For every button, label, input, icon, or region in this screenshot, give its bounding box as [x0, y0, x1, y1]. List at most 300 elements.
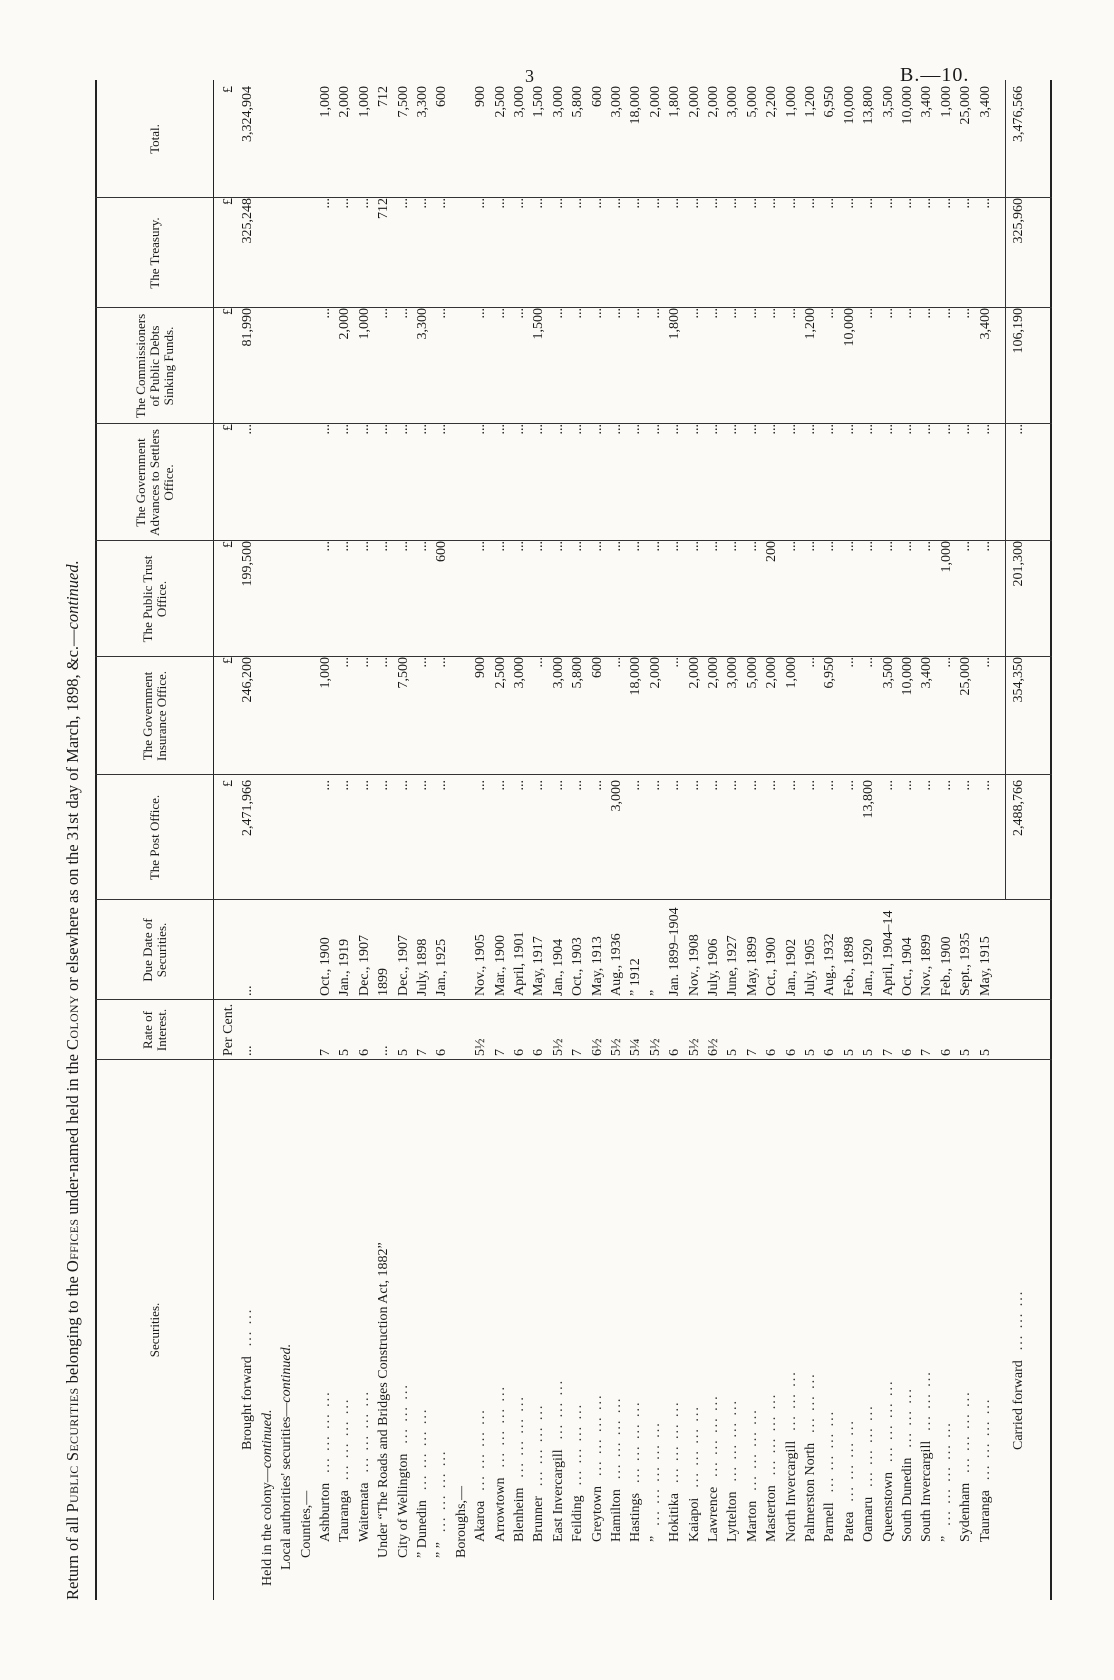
cell-public-trust: ... — [803, 541, 818, 552]
cell-government-insurance: 2,500 — [492, 657, 508, 689]
cell-sinking-funds: ... — [609, 308, 624, 319]
cell-rate: ... — [376, 1045, 392, 1056]
table-row — [628, 80, 643, 1600]
cell-government-insurance: 2,000 — [764, 657, 780, 689]
table-row — [221, 80, 236, 1600]
cell-treasury: ... — [706, 198, 721, 209]
cell-due-date: Oct., 1904 — [900, 937, 915, 996]
cell-total: 1,000 — [356, 86, 372, 118]
cell-due-date: Aug., 1932 — [822, 933, 838, 996]
cell-sinking-funds: 1,800 — [667, 308, 683, 340]
table-row — [687, 80, 702, 1600]
cell-government-insurance: 3,400 — [919, 657, 935, 689]
security-name: Marton — [744, 1500, 760, 1542]
table-row — [900, 80, 915, 1600]
cell-government-insurance: ... — [977, 657, 993, 668]
leader-dots: ... ... ... ... ... — [647, 1421, 663, 1526]
leader-dots: ... ... ... — [550, 1378, 566, 1440]
cell-government-insurance: 18,000 — [628, 657, 644, 696]
cell-total: 1,800 — [667, 86, 683, 118]
cell-government-insurance: ... — [861, 657, 877, 668]
cell-public-trust: ... — [744, 541, 760, 552]
header-rule — [213, 80, 214, 1600]
cell-security — [803, 1007, 818, 1600]
cell-public-trust: ... — [861, 541, 877, 552]
cell-total: 3,000 — [725, 86, 741, 118]
cell-sinking-funds: 1,000 — [356, 308, 372, 340]
cell-sinking-funds: ... — [900, 308, 915, 319]
cell-sinking-funds: £ — [221, 308, 236, 315]
cell-treasury: ... — [783, 198, 799, 209]
cell-total: 3,400 — [919, 86, 935, 118]
cell-total: 13,800 — [861, 86, 877, 125]
cell-rate: 7 — [880, 1049, 896, 1056]
cell-treasury: ... — [725, 198, 741, 209]
cell-due-date: May, 1913 — [589, 936, 605, 996]
cell-treasury: ... — [356, 198, 372, 209]
cell-advances-to-settlers: ... — [473, 424, 489, 435]
cell-government-insurance: 3,500 — [880, 657, 896, 689]
cell-total: 25,000 — [958, 86, 974, 125]
cell-advances-to-settlers: ... — [764, 424, 780, 435]
cell-public-trust: £ — [221, 541, 236, 548]
cell-post-office: ... — [628, 780, 644, 791]
cell-government-insurance: 25,000 — [958, 657, 974, 696]
cell-government-insurance: ... — [337, 657, 353, 668]
cell-security — [473, 1007, 488, 1600]
cell-total: 6,950 — [822, 86, 838, 118]
cell-post-office: 2,471,966 — [240, 780, 256, 836]
table-row — [648, 80, 663, 1600]
cell-government-insurance: 2,000 — [686, 657, 702, 689]
cell-rate: 5 — [395, 1049, 411, 1056]
cell-rate: 6 — [938, 1049, 954, 1056]
cell-security — [318, 1007, 333, 1600]
cell-government-insurance: 7,500 — [395, 657, 411, 689]
cell-rate: 5 — [977, 1049, 993, 1056]
page-number: 3 — [525, 66, 534, 86]
cell-security — [919, 1007, 934, 1600]
cell-due-date: Feb., 1898 — [841, 936, 857, 996]
cell-post-office: ... — [492, 780, 508, 791]
column-header-public-trust: The Public Trust Office. — [140, 555, 169, 643]
cell-public-trust: 199,500 — [240, 541, 256, 587]
cell-government-insurance: 5,800 — [570, 657, 586, 689]
leader-dots: ... ... ... — [395, 1383, 411, 1444]
security-name: Boroughs,— — [453, 1486, 469, 1558]
security-name: Queenstown — [880, 1472, 896, 1542]
cell-post-office: ... — [415, 780, 430, 791]
cell-total: 5,800 — [570, 86, 586, 118]
cell-rate: 7 — [318, 1049, 333, 1056]
cell-due-date: April, 1901 — [512, 931, 527, 996]
cell-treasury: ... — [337, 198, 353, 209]
cell-sinking-funds: 1,200 — [803, 308, 818, 340]
cell-total: 3,300 — [415, 86, 430, 118]
cell-public-trust: ... — [550, 541, 566, 552]
security-name: East Invercargill — [550, 1449, 566, 1542]
cell-security — [337, 1007, 352, 1600]
cell-advances-to-settlers: ... — [783, 424, 799, 435]
security-name: City of Wellington — [395, 1453, 411, 1558]
leader-dots: ... ... ... ... — [841, 1419, 857, 1502]
cell-public-trust: 600 — [434, 541, 450, 562]
cell-rate: 6 — [783, 1049, 799, 1056]
table-row — [861, 80, 876, 1600]
cell-total: 18,000 — [628, 86, 644, 125]
leader-dots: ... ... ... ... — [822, 1409, 838, 1493]
cell-advances-to-settlers: ... — [492, 424, 508, 435]
cell-advances-to-settlers: ... — [395, 424, 411, 435]
cell-government-insurance: ... — [803, 657, 818, 668]
table-row — [260, 80, 275, 1600]
cell-public-trust: ... — [609, 541, 624, 552]
cell-due-date: Jan., 1902 — [783, 938, 799, 996]
leader-dots: ... ... ... ... — [725, 1398, 741, 1482]
cell-rate: 7 — [919, 1049, 935, 1056]
security-name: Arrowtown — [492, 1477, 508, 1542]
table-row — [493, 80, 508, 1600]
cell-due-date: 1899 — [376, 968, 392, 996]
cell-post-office: ... — [395, 780, 411, 791]
cell-advances-to-settlers: ... — [1011, 424, 1026, 435]
cell-advances-to-settlers: ... — [356, 424, 372, 435]
cell-post-office: ... — [531, 780, 547, 791]
table-row — [337, 80, 352, 1600]
cell-security — [764, 1007, 779, 1600]
cell-total: 1,000 — [318, 86, 333, 118]
cell-rate: 5 — [803, 1049, 818, 1056]
leader-dots: ... ... ... — [900, 1387, 915, 1448]
cell-security — [357, 1007, 372, 1600]
cell-post-office: ... — [841, 780, 857, 791]
column-header-securities: Securities. — [147, 1302, 162, 1358]
cell-rate: Per Cent. — [221, 1003, 236, 1056]
cell-advances-to-settlers: ... — [609, 424, 624, 435]
leader-dots: ... ... ... ... — [628, 1400, 644, 1483]
cell-sinking-funds: 81,990 — [240, 308, 256, 347]
carried-forward-row — [1011, 80, 1026, 1600]
cell-public-trust: ... — [725, 541, 741, 552]
cell-government-insurance: ... — [938, 657, 954, 668]
cell-public-trust: ... — [492, 541, 508, 552]
cell-due-date: Nov., 1905 — [473, 934, 489, 996]
cell-rate: 6½ — [589, 1038, 605, 1056]
cell-due-date: Oct., 1900 — [318, 937, 333, 996]
table-row — [551, 80, 566, 1600]
cell-total: 2,000 — [686, 86, 702, 118]
cell-sinking-funds: ... — [318, 308, 333, 319]
cell-government-insurance: 3,000 — [550, 657, 566, 689]
table-row — [803, 80, 818, 1600]
cell-sinking-funds: ... — [647, 308, 663, 319]
cell-due-date: July, 1898 — [415, 938, 430, 996]
table-row — [473, 80, 488, 1600]
cell-sinking-funds: 10,000 — [841, 308, 857, 347]
cell-due-date: May, 1915 — [977, 936, 993, 996]
cell-advances-to-settlers: ... — [337, 424, 353, 435]
cell-sinking-funds: ... — [628, 308, 644, 319]
cell-total: 712 — [376, 86, 392, 107]
cell-treasury: ... — [531, 198, 547, 209]
cell-government-insurance: 1,000 — [783, 657, 799, 689]
leader-dots: ... ... ... ... — [744, 1408, 760, 1491]
continued-note: continued. — [279, 1343, 295, 1403]
column-header-total: Total. — [147, 124, 162, 154]
cell-advances-to-settlers: ... — [240, 424, 256, 435]
cell-due-date: Nov., 1908 — [686, 934, 702, 996]
cell-government-insurance: ... — [415, 657, 430, 668]
security-name: South Dunedin — [900, 1457, 915, 1542]
cell-due-date: Jan., 1920 — [861, 938, 877, 996]
cell-due-date: May, 1917 — [531, 936, 547, 996]
cell-rate: 6 — [434, 1049, 450, 1056]
cell-post-office: ... — [822, 780, 838, 791]
table-row — [531, 80, 546, 1600]
cell-due-date: Jan., 1919 — [337, 938, 353, 996]
table-title: Return of all Public Securities belonging to the Offices under-named held in the Colony or elsewhere as on the 31st day of March, 1898, &c.—continued. — [63, 560, 82, 1600]
leader-dots: ... ... ... ... — [318, 1390, 333, 1473]
table-row — [842, 80, 857, 1600]
cell-treasury: ... — [318, 198, 333, 209]
cell-security — [493, 1007, 508, 1600]
cell-public-trust: ... — [706, 541, 721, 552]
cell-treasury: ... — [512, 198, 527, 209]
cell-rate: 6½ — [706, 1038, 721, 1056]
cell-government-insurance: ... — [667, 657, 683, 668]
cell-post-office: ... — [550, 780, 566, 791]
cell-treasury: ... — [841, 198, 857, 209]
cell-treasury: ... — [900, 198, 915, 209]
cell-public-trust: ... — [686, 541, 702, 552]
table-row — [454, 80, 469, 1600]
cell-post-office: ... — [880, 780, 896, 791]
cell-treasury: 325,248 — [240, 198, 256, 244]
cell-post-office: ... — [938, 780, 954, 791]
security-name: Under “The Roads and Bridges Construction Act, 1882” — [376, 1242, 392, 1558]
cell-advances-to-settlers: ... — [589, 424, 605, 435]
cell-security — [590, 1007, 605, 1600]
cell-total: 900 — [473, 86, 489, 107]
leader-dots: ... ... ... ... — [958, 1390, 974, 1473]
leader-dots: ... ... ... ... — [686, 1405, 702, 1488]
totals-rule — [1005, 80, 1006, 900]
cell-treasury: ... — [919, 198, 935, 209]
table-row — [784, 80, 799, 1600]
column-header-treasury: The Treasury. — [147, 217, 162, 289]
cell-post-office: ... — [647, 780, 663, 791]
leader-dots: ... ... ... — [919, 1370, 935, 1431]
table-row — [706, 80, 721, 1600]
security-name: Lyttelton — [725, 1491, 741, 1542]
cell-treasury: ... — [492, 198, 508, 209]
cell-security — [725, 1007, 740, 1600]
cell-due-date: Dec., 1907 — [356, 934, 372, 996]
cell-security — [687, 1007, 702, 1600]
cell-due-date: June, 1927 — [725, 935, 741, 996]
cell-treasury: ... — [744, 198, 760, 209]
cell-treasury: 712 — [376, 198, 392, 219]
cell-public-trust: ... — [822, 541, 838, 552]
cell-rate: 6 — [531, 1049, 547, 1056]
cell-sinking-funds: ... — [822, 308, 838, 319]
security-name: North Invercargill — [783, 1440, 799, 1542]
cell-security — [260, 1051, 275, 1600]
cell-public-trust: ... — [977, 541, 993, 552]
cell-advances-to-settlers: ... — [376, 424, 392, 435]
cell-security — [784, 1007, 799, 1600]
leader-dots: ... ... ... ... — [861, 1404, 877, 1487]
cell-government-insurance: ... — [356, 657, 372, 668]
table-row — [376, 80, 391, 1600]
cell-due-date: May, 1899 — [744, 936, 760, 996]
cell-treasury: ... — [977, 198, 993, 209]
leader-dots: ... ... ... ... — [356, 1389, 372, 1473]
cell-sinking-funds: ... — [589, 308, 605, 319]
cell-post-office: ... — [744, 780, 760, 791]
cell-post-office: ... — [686, 780, 702, 791]
cell-treasury: ... — [861, 198, 877, 209]
cell-rate: 5½ — [473, 1038, 489, 1056]
cell-government-insurance: 3,000 — [725, 657, 741, 689]
cell-post-office: ... — [473, 780, 489, 791]
cell-government-insurance: ... — [434, 657, 450, 668]
cell-security — [958, 1007, 973, 1600]
table-row — [570, 80, 585, 1600]
cell-total: £ — [221, 86, 236, 93]
cell-security — [900, 1007, 915, 1600]
cell-advances-to-settlers: ... — [706, 424, 721, 435]
cell-total: 3,000 — [512, 86, 527, 118]
cell-government-insurance: 10,000 — [900, 657, 915, 696]
cell-post-office: ... — [803, 780, 818, 791]
leader-dots: ... ... ... ... — [880, 1379, 896, 1462]
cell-security — [454, 1023, 469, 1600]
leader-dots: ... ... ... ... — [609, 1396, 624, 1480]
cell-public-trust: ... — [376, 541, 392, 552]
cell-government-insurance: 3,000 — [512, 657, 527, 689]
column-header-rate: Rate of Interest. — [140, 1008, 169, 1052]
cell-treasury: ... — [880, 198, 896, 209]
cell-public-trust: ... — [958, 541, 974, 552]
cell-security — [415, 1023, 430, 1600]
cell-government-insurance: ... — [609, 657, 624, 668]
cell-advances-to-settlers: ... — [861, 424, 877, 435]
cell-security — [881, 1007, 896, 1600]
cell-government-insurance: 2,000 — [706, 657, 721, 689]
table-row — [299, 80, 314, 1600]
security-name: ” ” — [434, 1542, 450, 1558]
cell-total: 1,500 — [531, 86, 547, 118]
security-name: Blenheim — [512, 1487, 527, 1542]
security-name: Kaiapoi — [686, 1497, 702, 1542]
cell-treasury: ... — [686, 198, 702, 209]
cell-advances-to-settlers: ... — [318, 424, 333, 435]
table-row — [434, 80, 449, 1600]
security-name: Waitemata — [356, 1482, 372, 1542]
cell-due-date: Dec., 1907 — [395, 934, 411, 996]
cell-treasury: 325,960 — [1011, 198, 1026, 244]
cell-security — [570, 1007, 585, 1600]
security-name: South Invercargill — [919, 1440, 935, 1542]
cell-security — [628, 1007, 643, 1600]
cell-due-date: July, 1905 — [803, 938, 818, 996]
cell-rate: 6 — [512, 1049, 527, 1056]
security-name: Hastings — [628, 1493, 644, 1542]
table-row — [978, 80, 993, 1600]
leader-dots: ... ... ... ... — [434, 1449, 450, 1533]
cell-advances-to-settlers: £ — [221, 424, 236, 431]
cell-due-date: ” — [647, 989, 663, 996]
table-row — [958, 80, 973, 1600]
security-name: Feilding — [570, 1495, 586, 1542]
security-name: Oamaru — [861, 1496, 877, 1542]
security-name: Parnell — [822, 1502, 838, 1542]
cell-sinking-funds: ... — [919, 308, 935, 319]
cell-post-office: ... — [900, 780, 915, 791]
cell-post-office: 2,488,766 — [1011, 780, 1026, 836]
cell-total: 2,000 — [337, 86, 353, 118]
cell-rate: 5½ — [550, 1038, 566, 1056]
cell-rate: 5½ — [686, 1038, 702, 1056]
cell-sinking-funds: 106,190 — [1011, 308, 1026, 354]
cell-government-insurance: ... — [841, 657, 857, 668]
cell-treasury: ... — [434, 198, 450, 209]
cell-due-date: Nov., 1899 — [919, 934, 935, 996]
cell-security — [667, 1007, 682, 1600]
cell-government-insurance: 600 — [589, 657, 605, 678]
document-reference: B.—10. — [900, 64, 970, 86]
cell-rate: 7 — [744, 1049, 760, 1056]
cell-total: 3,324,904 — [240, 86, 256, 142]
cell-public-trust: 200 — [764, 541, 780, 562]
cell-due-date: ” 1912 — [628, 958, 644, 996]
cell-public-trust: ... — [531, 541, 547, 552]
cell-public-trust: 1,000 — [938, 541, 954, 573]
security-name: ” — [938, 1535, 954, 1542]
table-bottom-rule — [1050, 80, 1052, 1600]
cell-due-date: Jan. 1899–1904 — [667, 907, 683, 996]
cell-government-insurance: 5,000 — [744, 657, 760, 689]
cell-total: 1,000 — [783, 86, 799, 118]
cell-rate: 7 — [492, 1049, 508, 1056]
cell-due-date: Aug., 1936 — [609, 933, 624, 996]
cell-sinking-funds: ... — [744, 308, 760, 319]
cell-public-trust: ... — [395, 541, 411, 552]
cell-advances-to-settlers: ... — [919, 424, 935, 435]
cell-total: 1,000 — [938, 86, 954, 118]
cell-public-trust: ... — [473, 541, 489, 552]
column-header-advances-to-settlers: The Government Advances to Settlers Office. — [133, 429, 176, 536]
cell-rate: 7 — [570, 1049, 586, 1056]
cell-treasury: ... — [570, 198, 586, 209]
cell-public-trust: ... — [647, 541, 663, 552]
leader-dots: ... ... ... ... — [531, 1403, 547, 1487]
cell-security — [1011, 915, 1026, 1600]
cell-rate: 6 — [764, 1049, 780, 1056]
security-name: Tauranga — [337, 1490, 353, 1542]
cell-due-date: Jan., 1904 — [550, 938, 566, 996]
cell-total: 600 — [434, 86, 450, 107]
table-row — [919, 80, 934, 1600]
cell-total: 2,200 — [764, 86, 780, 118]
leader-dots: ... ... ... ... — [589, 1393, 605, 1476]
cell-advances-to-settlers: ... — [667, 424, 683, 435]
cell-advances-to-settlers: ... — [900, 424, 915, 435]
cell-public-trust: ... — [337, 541, 353, 552]
cell-advances-to-settlers: ... — [570, 424, 586, 435]
leader-dots: ... ... — [240, 1307, 256, 1347]
